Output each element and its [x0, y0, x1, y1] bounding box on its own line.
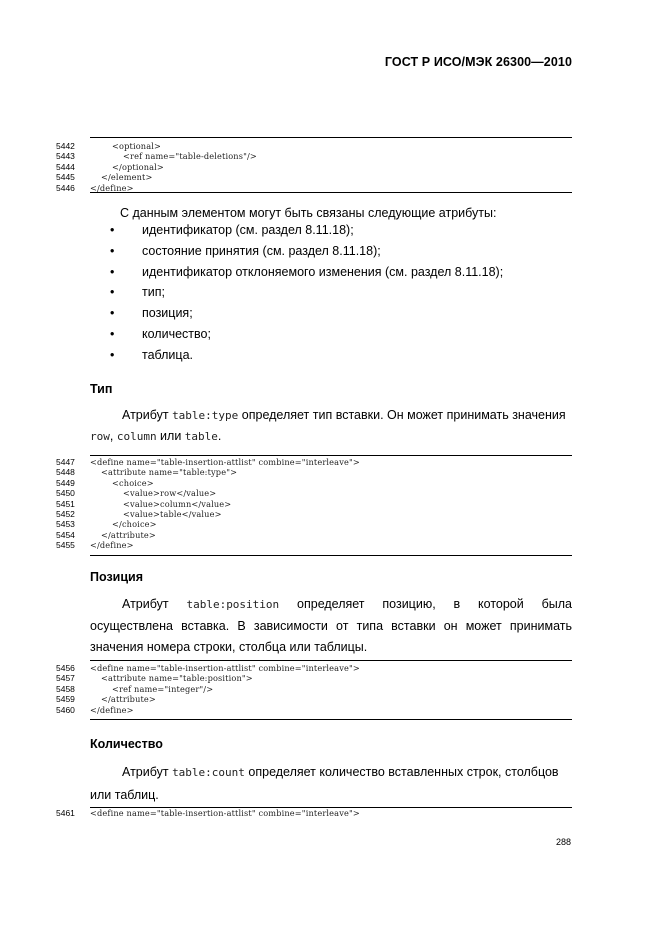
code-text: </element>: [90, 172, 153, 183]
count-paragraph: [90, 761, 572, 807]
count-text-1: Атрибут: [122, 765, 173, 779]
code-text: <value>row</value>: [90, 488, 217, 499]
code-line: [56, 705, 572, 715]
code-line: [56, 673, 572, 683]
line-number: 5456: [56, 663, 75, 673]
section-heading-position: Позиция: [90, 570, 144, 584]
code-line: [56, 694, 572, 704]
code-block-1: [56, 137, 572, 193]
code-text: <ref name="table-deletions"/>: [90, 151, 257, 162]
code-line: [56, 663, 572, 673]
code-rule-top: [90, 660, 572, 661]
sep-2: или: [156, 429, 185, 443]
code-line: [56, 478, 572, 488]
line-number: 5449: [56, 477, 75, 488]
bullet-icon: •: [110, 347, 115, 362]
code-rule-bottom: [90, 719, 572, 720]
list-item-label: таблица.: [142, 347, 193, 362]
code-text: <choice>: [90, 477, 154, 488]
position-paragraph: [90, 594, 572, 659]
code-text: <define name="table-insertion-attlist" combine="interleave">: [90, 457, 360, 467]
code-line: [56, 684, 572, 694]
code-block-3: [56, 660, 572, 720]
bullet-icon: •: [110, 306, 115, 321]
code-text: </attribute>: [90, 529, 156, 540]
bullet-icon: •: [110, 243, 115, 258]
code-line: [56, 457, 572, 467]
bullet-icon: •: [110, 285, 115, 300]
code-text: <optional>: [90, 141, 162, 151]
code-text: </define>: [90, 704, 134, 715]
line-number: 5460: [56, 704, 75, 715]
count-attr-code: table:count: [172, 766, 245, 779]
code-text: <value>table</value>: [90, 508, 222, 519]
bullet-icon: •: [110, 223, 115, 237]
code-line: [56, 519, 572, 529]
value-column: column: [116, 430, 157, 443]
section-heading-count: Количество: [90, 737, 163, 751]
code-line: [56, 509, 572, 519]
section-heading-type: Тип: [90, 382, 113, 396]
list-item-label: количество;: [142, 326, 211, 341]
type-paragraph: [90, 405, 572, 447]
line-number: 5453: [56, 519, 75, 530]
code-rule-bottom: [90, 192, 572, 193]
code-text: </choice>: [90, 519, 157, 530]
code-text: <define name="table-insertion-attlist" combine="interleave">: [90, 663, 360, 673]
code-text: <attribute name="table:position">: [90, 673, 253, 684]
line-number: 5447: [56, 457, 75, 467]
line-number: 5455: [56, 540, 75, 551]
line-number: 5459: [56, 694, 75, 705]
line-number: 5454: [56, 529, 75, 540]
line-number: 5444: [56, 161, 75, 172]
code-rule-top: [90, 137, 572, 138]
code-text: <ref name="integer"/>: [90, 683, 214, 694]
page-number: 288: [555, 837, 571, 847]
line-number: 5451: [56, 498, 75, 509]
code-line: [56, 172, 572, 182]
line-number: 5450: [56, 488, 75, 499]
line-number: 5457: [56, 673, 75, 684]
code-text: <value>column</value>: [90, 498, 232, 509]
line-number: 5443: [56, 151, 75, 162]
code-line: [56, 151, 572, 161]
position-text-1: Атрибут: [122, 597, 187, 611]
list-item-label: идентификатор (см. раздел 8.11.18);: [142, 223, 354, 237]
code-rule-top: [90, 455, 572, 456]
line-number: 5446: [56, 182, 75, 193]
code-text: <attribute name="table:type">: [90, 467, 238, 478]
code-text: </define>: [90, 540, 134, 551]
code-text: </optional>: [90, 161, 164, 172]
intro-text: С данным элементом могут быть связаны следующие атрибуты:: [120, 206, 497, 220]
code-line: [56, 141, 572, 151]
list-item-label: позиция;: [142, 306, 193, 321]
line-number: 5458: [56, 683, 75, 694]
type-attr-code: table:type: [172, 409, 239, 422]
code-block-4: [56, 807, 572, 821]
code-text: </define>: [90, 182, 134, 193]
type-text-2: определяет тип вставки. Он может принимать значения: [238, 408, 566, 422]
code-line: [56, 162, 572, 172]
code-block-2: [56, 455, 572, 556]
standard-header: ГОСТ Р ИСО/МЭК 26300—2010: [384, 55, 572, 69]
code-text: <define name="table-insertion-attlist" combine="interleave">: [90, 808, 360, 818]
count-text-2: определяет количество вставленных строк, столбцов или таблиц.: [90, 765, 559, 802]
code-rule-bottom: [90, 555, 572, 556]
line-number: 5442: [56, 141, 75, 151]
list-item-label: идентификатор отклоняемого изменения (см. раздел 8.11.18);: [142, 264, 504, 279]
code-text: </attribute>: [90, 694, 156, 705]
code-line: [56, 499, 572, 509]
list-item-label: состояние принятия (см. раздел 8.11.18);: [142, 243, 381, 258]
value-row: row: [90, 430, 110, 443]
code-line: [56, 467, 572, 477]
bullet-icon: •: [110, 264, 115, 279]
bullet-icon: •: [110, 326, 115, 341]
position-attr-code: table:position: [186, 598, 280, 611]
sep-1: ,: [109, 429, 117, 443]
code-line: [56, 530, 572, 540]
line-number: 5445: [56, 172, 75, 183]
line-number: 5448: [56, 467, 75, 478]
type-end: .: [217, 429, 222, 443]
position-text-2: определяет позицию, в которой была осуществлена вставка. В зависимости от типа вставки он может принимать значения номера строки, столбца или таблицы.: [90, 597, 572, 654]
type-text-1: Атрибут: [122, 408, 173, 422]
list-item-label: тип;: [142, 285, 165, 300]
code-line: [56, 540, 572, 550]
code-line: [56, 488, 572, 498]
code-line: [56, 808, 572, 818]
line-number: 5461: [56, 808, 75, 818]
value-table: table: [184, 430, 218, 443]
line-number: 5452: [56, 508, 75, 519]
